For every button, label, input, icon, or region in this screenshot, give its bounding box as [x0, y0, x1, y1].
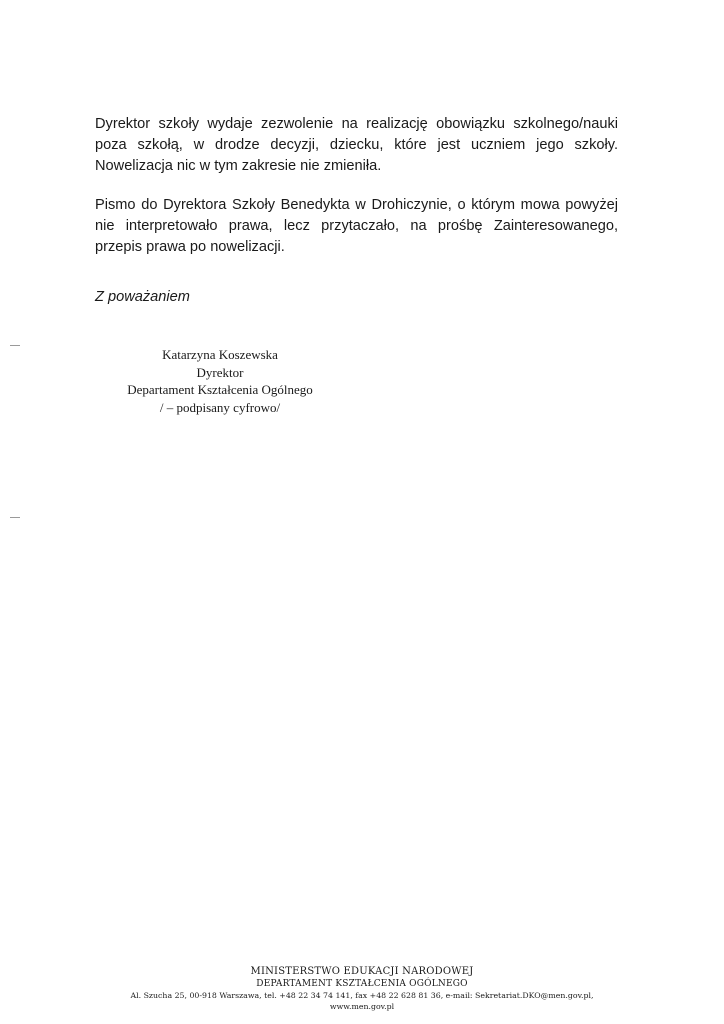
- letterhead-footer: [0, 966, 724, 1012]
- digital-signature-note: / – podpisany cyfrowo/: [159, 399, 281, 415]
- signature-block: [100, 346, 340, 416]
- footer-website: www.men.gov.pl: [329, 1002, 395, 1011]
- signer-role: Dyrektor: [196, 364, 244, 380]
- closing-salutation: Z poważaniem: [95, 289, 190, 305]
- body-paragraph-1: Dyrektor szkoły wydaje zezwolenie na realizację obowiązku szkolnego/nauki poza szkołą, w drodze decyzji, dziecku, które jest uczniem jego szkoły. Nowelizacja nic w tym zakresie nie zmieniła.: [95, 116, 618, 174]
- signer-department: Departament Kształcenia Ogólnego: [127, 382, 313, 397]
- body-paragraph-2: Pismo do Dyrektora Szkoły Benedykta w Drohiczynie, o którym mowa powyżej nie interpretowało prawa, lecz przytaczało, na prośbę Zainteresowanego, przepis prawa po nowelizacji.: [95, 197, 618, 255]
- footer-ministry: MINISTERSTWO EDUKACJI NARODOWEJ: [250, 966, 474, 977]
- signer-name: Katarzyna Koszewska: [162, 347, 278, 362]
- fold-mark-bottom: [10, 517, 20, 518]
- fold-mark-top: [10, 345, 20, 346]
- footer-department: DEPARTAMENT KSZTAŁCENIA OGÓLNEGO: [256, 979, 468, 989]
- footer-address: Al. Szucha 25, 00-918 Warszawa, tel. +48 22 34 74 141, fax +48 22 628 81 36, e-mail: Sekretariat.DKO@men.gov.pl,: [130, 991, 594, 1000]
